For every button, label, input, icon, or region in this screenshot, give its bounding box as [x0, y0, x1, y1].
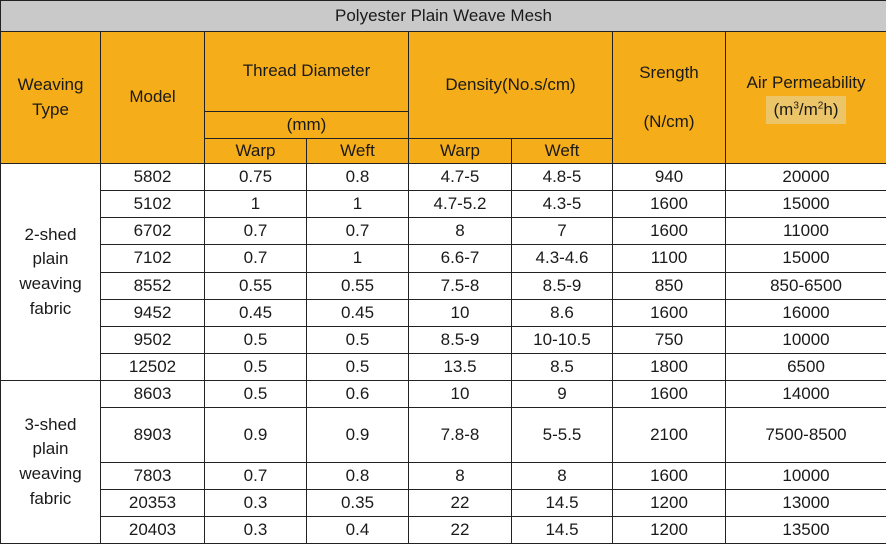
table-title: Polyester Plain Weave Mesh [1, 1, 886, 32]
cell-air: 20000 [726, 164, 886, 191]
table-row [1, 462, 886, 489]
cell-td-warp: 0.3 [205, 516, 307, 543]
cell-den-warp: 10 [409, 299, 512, 326]
cell-strength: 940 [613, 164, 726, 191]
cell-den-weft: 5-5.5 [512, 408, 613, 462]
header-weaving-type-line2: Type [32, 99, 69, 119]
cell-td-warp: 0.5 [205, 353, 307, 380]
header-den-weft: Weft [512, 139, 613, 164]
table-row [1, 245, 886, 272]
cell-model: 8903 [101, 408, 205, 462]
cell-td-weft: 0.5 [307, 326, 409, 353]
weaving-type-line: weaving [19, 464, 82, 484]
header-strength-unit: (N/cm) [643, 111, 695, 131]
cell-td-weft: 1 [307, 191, 409, 218]
cell-td-warp: 0.9 [205, 408, 307, 462]
cell-den-weft: 4.3-4.6 [512, 245, 613, 272]
cell-air: 7500-8500 [726, 408, 886, 462]
cell-td-weft: 0.7 [307, 218, 409, 245]
cell-model: 9502 [101, 326, 205, 353]
cell-td-weft: 0.4 [307, 516, 409, 543]
cell-den-weft: 8.5-9 [512, 272, 613, 299]
cell-den-warp: 8 [409, 218, 512, 245]
cell-strength: 1600 [613, 218, 726, 245]
cell-model: 20353 [101, 489, 205, 516]
table-row [1, 164, 886, 191]
cell-model: 12502 [101, 353, 205, 380]
cell-air: 6500 [726, 353, 886, 380]
cell-den-weft: 8.5 [512, 353, 613, 380]
cell-td-warp: 0.7 [205, 245, 307, 272]
table-body [1, 164, 886, 544]
table-row [1, 353, 886, 380]
cell-den-weft: 4.3-5 [512, 191, 613, 218]
cell-td-weft: 0.6 [307, 381, 409, 408]
cell-strength: 2100 [613, 408, 726, 462]
cell-den-weft: 8 [512, 462, 613, 489]
cell-model: 8552 [101, 272, 205, 299]
table-row [1, 191, 886, 218]
table-row [1, 326, 886, 353]
cell-den-weft: 7 [512, 218, 613, 245]
weaving-type-line: plain [32, 249, 69, 269]
cell-td-warp: 0.7 [205, 462, 307, 489]
cell-strength: 1100 [613, 245, 726, 272]
weaving-type-cell [1, 164, 101, 381]
cell-strength: 1200 [613, 516, 726, 543]
weaving-type-line: 2-shed [24, 224, 77, 244]
table-row [1, 272, 886, 299]
cell-air: 13500 [726, 516, 886, 543]
cell-strength: 1800 [613, 353, 726, 380]
header-td-weft: Weft [307, 139, 409, 164]
cell-model: 7803 [101, 462, 205, 489]
cell-model: 5102 [101, 191, 205, 218]
cell-strength: 1200 [613, 489, 726, 516]
cell-den-weft: 8.6 [512, 299, 613, 326]
cell-strength: 1600 [613, 381, 726, 408]
table-row [1, 218, 886, 245]
header-td-warp: Warp [205, 139, 307, 164]
header-density: Density(No.s/cm) [409, 32, 613, 139]
cell-td-weft: 0.9 [307, 408, 409, 462]
cell-td-weft: 0.5 [307, 353, 409, 380]
cell-model: 6702 [101, 218, 205, 245]
cell-den-warp: 6.6-7 [409, 245, 512, 272]
header-thread-diameter: Thread Diameter [205, 32, 409, 112]
cell-td-warp: 0.45 [205, 299, 307, 326]
cell-model: 9452 [101, 299, 205, 326]
cell-den-weft: 4.8-5 [512, 164, 613, 191]
cell-td-weft: 0.55 [307, 272, 409, 299]
weaving-type-line: weaving [19, 274, 82, 294]
cell-den-weft: 14.5 [512, 516, 613, 543]
header-air-label: Air Permeability [746, 72, 866, 92]
cell-air: 10000 [726, 326, 886, 353]
cell-den-warp: 13.5 [409, 353, 512, 380]
cell-model: 20403 [101, 516, 205, 543]
header-air-permeability [726, 32, 886, 164]
table-row [1, 516, 886, 543]
table-row [1, 408, 886, 462]
cell-strength: 1600 [613, 299, 726, 326]
cell-air: 13000 [726, 489, 886, 516]
cell-model: 7102 [101, 245, 205, 272]
cell-den-warp: 8.5-9 [409, 326, 512, 353]
table-row [1, 381, 886, 408]
cell-td-weft: 0.45 [307, 299, 409, 326]
cell-den-warp: 4.7-5.2 [409, 191, 512, 218]
cell-model: 5802 [101, 164, 205, 191]
weaving-type-line: fabric [29, 488, 72, 508]
table-row [1, 299, 886, 326]
cell-td-warp: 0.5 [205, 381, 307, 408]
weaving-type-cell [1, 381, 101, 544]
cell-air: 16000 [726, 299, 886, 326]
cell-den-warp: 10 [409, 381, 512, 408]
header-weaving-type-line1: Weaving [17, 74, 84, 94]
cell-td-warp: 0.7 [205, 218, 307, 245]
weaving-type-line: 3-shed [24, 414, 77, 434]
cell-strength: 850 [613, 272, 726, 299]
cell-td-weft: 0.8 [307, 462, 409, 489]
cell-den-warp: 22 [409, 516, 512, 543]
cell-air: 10000 [726, 462, 886, 489]
cell-td-warp: 1 [205, 191, 307, 218]
cell-strength: 750 [613, 326, 726, 353]
header-air-unit: $(m^3/m^2h)$ [766, 96, 847, 125]
cell-air: 15000 [726, 191, 886, 218]
cell-strength: 1600 [613, 191, 726, 218]
cell-td-weft: 0.8 [307, 164, 409, 191]
cell-strength: 1600 [613, 462, 726, 489]
weaving-type-line: plain [32, 439, 69, 459]
cell-air: 14000 [726, 381, 886, 408]
cell-den-weft: 14.5 [512, 489, 613, 516]
cell-den-warp: 4.7-5 [409, 164, 512, 191]
header-den-warp: Warp [409, 139, 512, 164]
cell-td-warp: 0.75 [205, 164, 307, 191]
cell-den-warp: 22 [409, 489, 512, 516]
header-thread-diameter-unit: (mm) [205, 112, 409, 139]
header-model: Model [101, 32, 205, 164]
cell-model: 8603 [101, 381, 205, 408]
cell-air: 850-6500 [726, 272, 886, 299]
cell-td-warp: 0.5 [205, 326, 307, 353]
cell-den-warp: 7.8-8 [409, 408, 512, 462]
header-weaving-type [1, 32, 101, 164]
cell-td-warp: 0.3 [205, 489, 307, 516]
cell-den-weft: 9 [512, 381, 613, 408]
header-strength [613, 32, 726, 164]
cell-air: 15000 [726, 245, 886, 272]
header-strength-label: Srength [639, 62, 699, 82]
cell-td-warp: 0.55 [205, 272, 307, 299]
cell-air: 11000 [726, 218, 886, 245]
cell-den-warp: 8 [409, 462, 512, 489]
cell-den-weft: 10-10.5 [512, 326, 613, 353]
weaving-type-line: fabric [29, 298, 72, 318]
table-row [1, 489, 886, 516]
cell-td-weft: 0.35 [307, 489, 409, 516]
cell-td-weft: 1 [307, 245, 409, 272]
cell-den-warp: 7.5-8 [409, 272, 512, 299]
